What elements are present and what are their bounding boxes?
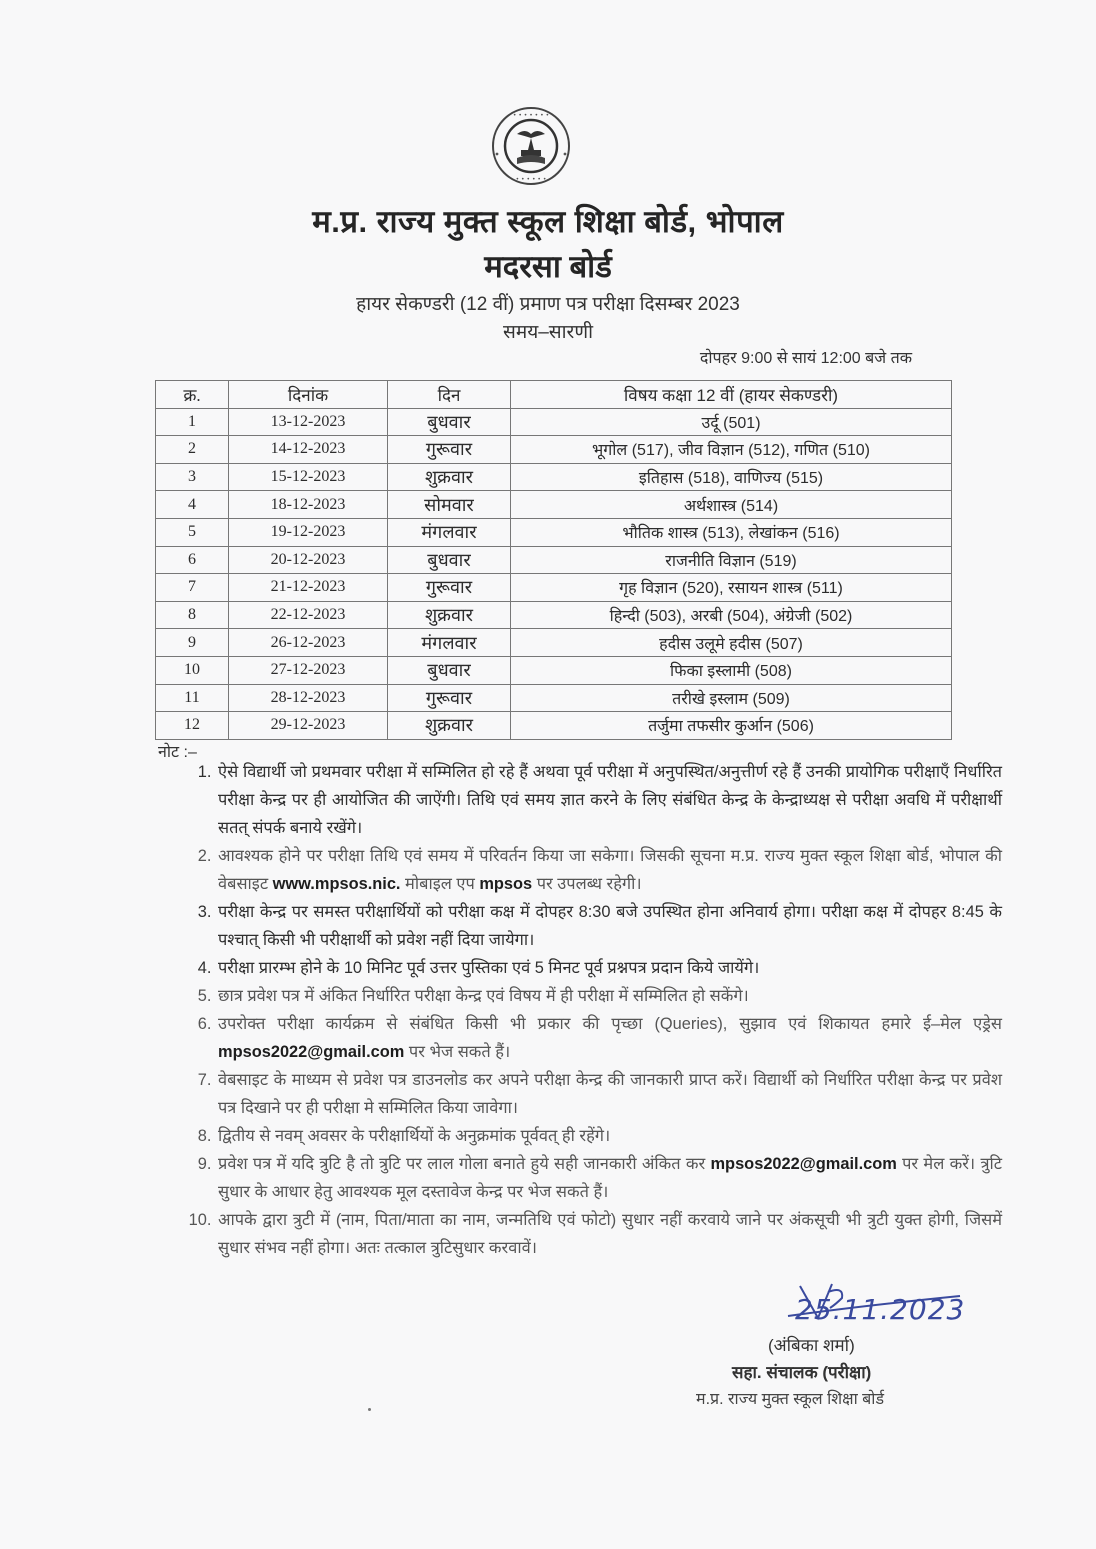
row-serial: 7: [156, 574, 229, 602]
row-day: बुधवार: [388, 546, 511, 574]
row-date: 20-12-2023: [229, 546, 388, 574]
note-item: [216, 982, 1002, 1010]
table-row: [156, 656, 952, 684]
exam-timing: दोपहर 9:00 से सायं 12:00 बजे तक: [699, 350, 912, 367]
row-serial: 3: [156, 463, 229, 491]
row-subjects: हदीस उलूमे हदीस (507): [511, 629, 952, 657]
board-title: म.प्र. राज्य मुक्त स्कूल शिक्षा बोर्ड, भोपाल: [312, 204, 784, 239]
note-text: पर भेज सकते हैं।: [404, 1043, 511, 1061]
row-serial: 8: [156, 601, 229, 629]
signatory-organization: म.प्र. राज्य मुक्त स्कूल शिक्षा बोर्ड: [696, 1391, 885, 1408]
row-day: गुरूवार: [388, 684, 511, 712]
header-serial: क्र.: [156, 381, 229, 409]
note-text: आवश्यक होने पर परीक्षा तिथि एवं समय में परिवर्तन किया जा सकेगा। जिसकी सूचना म.प्र. राज्य मुक्त स्कूल शिक्षा बोर्ड, भोपाल की वेबसाइट: [218, 847, 1002, 893]
note-text: छात्र प्रवेश पत्र में अंकित निर्धारित परीक्षा केन्द्र एवं विषय में ही परीक्षा में सम्मिलित हो सकेंगे।: [218, 987, 749, 1005]
notes-list: [182, 758, 1002, 1262]
row-day: मंगलवार: [388, 629, 511, 657]
row-date: 15-12-2023: [229, 463, 388, 491]
table-row: [156, 463, 952, 491]
row-subjects: राजनीति विज्ञान (519): [511, 546, 952, 574]
row-date: 19-12-2023: [229, 518, 388, 546]
row-subjects: गृह विज्ञान (520), रसायन शास्त्र (511): [511, 574, 952, 602]
row-day: गुरूवार: [388, 574, 511, 602]
note-text: पर मेल करें। त्रुटि सुधार के आधार हेतु आवश्यक मूल दस्तावेज केन्द्र पर भेज सकते हैं।: [218, 1155, 1002, 1201]
note-text: परीक्षा केन्द्र पर समस्त परीक्षार्थियों को परीक्षा कक्ष में दोपहर 8:30 बजे उपस्थित होना अनिवार्य होगा। परीक्षा कक्ष में दोपहर 8:45 के पश्चात् किसी भी परीक्षार्थी को प्रवेश नहीं दिया जायेगा।: [218, 903, 1002, 949]
row-date: 18-12-2023: [229, 491, 388, 519]
table-row: [156, 684, 952, 712]
note-text: मोबाइल एप: [400, 875, 480, 893]
header-day: दिन: [388, 381, 511, 409]
row-subjects: हिन्दी (503), अरबी (504), अंग्रेजी (502): [511, 601, 952, 629]
signature-date: 25.11.2023: [795, 1293, 966, 1326]
scan-speck: [368, 1408, 371, 1411]
exam-schedule-table: [155, 380, 952, 740]
row-subjects: भौतिक शास्त्र (513), लेखांकन (516): [511, 518, 952, 546]
board-emblem-icon: [483, 104, 579, 188]
note-item: [216, 758, 1002, 842]
notes-label: नोट :–: [158, 744, 197, 761]
table-row: [156, 518, 952, 546]
row-day: शुक्रवार: [388, 712, 511, 740]
row-serial: 4: [156, 491, 229, 519]
note-item: [216, 842, 1002, 898]
table-row: [156, 629, 952, 657]
row-day: गुरूवार: [388, 436, 511, 464]
row-date: 13-12-2023: [229, 408, 388, 436]
exam-name: हायर सेकण्डरी (12 वीं) प्रमाण पत्र परीक्षा दिसम्बर 2023: [356, 294, 740, 315]
row-day: मंगलवार: [388, 518, 511, 546]
note-text: उपरोक्त परीक्षा कार्यक्रम से संबंधित किसी भी प्रकार की पृच्छा (Queries), सुझाव एवं शिकायत हमारे ई–मेल एड्रेस: [218, 1015, 1002, 1033]
row-subjects: भूगोल (517), जीव विज्ञान (512), गणित (510): [511, 436, 952, 464]
note-item: [216, 1122, 1002, 1150]
row-day: शुक्रवार: [388, 463, 511, 491]
document-type: समय–सारणी: [503, 322, 593, 343]
row-day: बुधवार: [388, 656, 511, 684]
header-date: दिनांक: [229, 381, 388, 409]
row-subjects: इतिहास (518), वाणिज्य (515): [511, 463, 952, 491]
row-subjects: उर्दू (501): [511, 408, 952, 436]
row-subjects: फिका इस्लामी (508): [511, 656, 952, 684]
row-subjects: तर्जुमा तफसीर कुर्आन (506): [511, 712, 952, 740]
table-row: [156, 491, 952, 519]
row-serial: 10: [156, 656, 229, 684]
row-serial: 1: [156, 408, 229, 436]
note-text: पर उपलब्ध रहेगी।: [532, 875, 642, 893]
row-day: बुधवार: [388, 408, 511, 436]
header-subjects: विषय कक्षा 12 वीं (हायर सेकण्डरी): [511, 381, 952, 409]
svg-text:• • • • • •: • • • • • •: [515, 176, 547, 183]
table-row: [156, 712, 952, 740]
table-header-row: [156, 381, 952, 409]
table-body: [156, 408, 952, 739]
table-row: [156, 546, 952, 574]
row-date: 27-12-2023: [229, 656, 388, 684]
note-text: ऐसे विद्यार्थी जो प्रथमवार परीक्षा में सम्मिलित हो रहे हैं अथवा पूर्व परीक्षा में अनुपस्थित/अनुत्तीर्ण रहे हैं उनकी प्रायोगिक परीक्षाएँ निर्धारित परीक्षा केन्द्र पर ही आयोजित की जाऐंगी। तिथि एवं समय ज्ञात करने के लिए संबंधित केन्द्र के केन्द्राध्यक्ष से परीक्षा अवधि में परीक्षार्थी सतत् संपर्क बनाये रखेंगे।: [218, 763, 1002, 837]
note-item: [216, 1206, 1002, 1262]
row-serial: 6: [156, 546, 229, 574]
note-text: वेबसाइट के माध्यम से प्रवेश पत्र डाउनलोड कर अपने परीक्षा केन्द्र की जानकारी प्राप्त करें। विद्यार्थी को निर्धारित परीक्षा केन्द्र पर प्रवेश पत्र दिखाने पर ही परीक्षा मे सम्मिलित किया जावेगा।: [218, 1071, 1002, 1117]
table-row: [156, 436, 952, 464]
row-date: 22-12-2023: [229, 601, 388, 629]
web-reference: mpsos: [479, 875, 533, 893]
row-date: 28-12-2023: [229, 684, 388, 712]
web-reference: www.mpsos.nic.: [272, 875, 401, 893]
note-text: परीक्षा प्रारम्भ होने के 10 मिनिट पूर्व उत्तर पुस्तिका एवं 5 मिनट पूर्व प्रश्नपत्र प्रदान किये जायेंगे।: [218, 959, 760, 977]
signature-block: [696, 1278, 980, 1428]
row-serial: 12: [156, 712, 229, 740]
row-day: सोमवार: [388, 491, 511, 519]
signatory-name: (अंबिका शर्मा): [768, 1336, 855, 1355]
email-address: mpsos2022@gmail.com: [710, 1155, 897, 1173]
row-date: 26-12-2023: [229, 629, 388, 657]
row-serial: 5: [156, 518, 229, 546]
svg-text:• • • • • • •: • • • • • • •: [512, 112, 550, 119]
row-day: शुक्रवार: [388, 601, 511, 629]
row-serial: 11: [156, 684, 229, 712]
note-text: प्रवेश पत्र में यदि त्रुटि है तो त्रुटि पर लाल गोला बनाते हुये सही जानकारी अंकित कर: [218, 1155, 711, 1173]
note-item: [216, 898, 1002, 954]
email-address: mpsos2022@gmail.com: [218, 1043, 405, 1061]
note-text: आपके द्वारा त्रुटी में (नाम, पिता/माता का नाम, जन्मतिथि एवं फोटो) सुधार नहीं करवाये जाने पर अंकसूची भी त्रुटी युक्त होगी, जिसमें सुधार संभव नहीं होगा। अतः तत्काल त्रुटिसुधार करवावें।: [218, 1211, 1002, 1257]
row-date: 21-12-2023: [229, 574, 388, 602]
note-text: द्वितीय से नवम् अवसर के परीक्षार्थियों के अनुक्रमांक पूर्ववत् ही रहेंगे।: [218, 1127, 611, 1145]
row-date: 29-12-2023: [229, 712, 388, 740]
row-serial: 2: [156, 436, 229, 464]
note-item: [216, 1010, 1002, 1066]
note-item: [216, 1150, 1002, 1206]
table-row: [156, 574, 952, 602]
note-item: [216, 954, 1002, 982]
table-row: [156, 408, 952, 436]
board-subtitle: मदरसा बोर्ड: [484, 249, 612, 284]
row-subjects: अर्थशास्त्र (514): [511, 491, 952, 519]
signatory-designation: सहा. संचालक (परीक्षा): [732, 1363, 872, 1382]
row-serial: 9: [156, 629, 229, 657]
table-row: [156, 601, 952, 629]
note-item: [216, 1066, 1002, 1122]
row-date: 14-12-2023: [229, 436, 388, 464]
row-subjects: तरीखे इस्लाम (509): [511, 684, 952, 712]
